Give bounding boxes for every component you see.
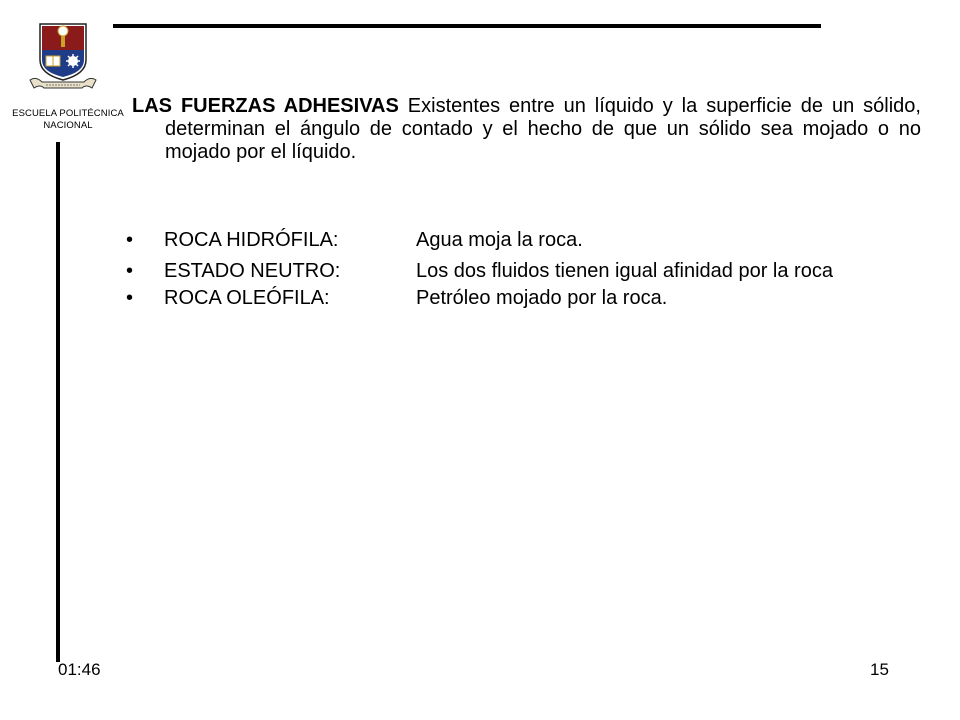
bullet-term: ROCA OLEÓFILA: [164,287,330,309]
bullet-description: Los dos fluidos tienen igual afinidad por la roca [416,260,833,282]
footer-time: 01:46 [58,660,101,679]
intro-paragraph [132,95,921,164]
page-number: 15 [870,660,889,679]
bullet-marker: • [126,229,134,251]
list-item [126,287,888,310]
bullet-term: ESTADO NEUTRO: [164,260,341,282]
university-crest-icon [28,20,98,92]
bullet-marker: • [126,260,134,282]
institution-name [8,108,128,132]
institution-name-line1: ESCUELA POLITÉCNICA [12,108,124,119]
bullet-term: ROCA HIDRÓFILA: [164,229,339,251]
bullet-marker: • [126,287,134,309]
intro-bold-heading: LAS FUERZAS ADHESIVAS [132,95,399,117]
list-item [126,260,888,283]
bullet-description: Agua moja la roca. [416,229,583,251]
intro-text: Existentes entre un líquido y la superficie de un sólido, determinan el ángulo de contado y el hecho de que un sólido sea mojado o no mojado por el líquido. [165,95,921,163]
list-item [126,229,888,252]
institution-name-line2: NACIONAL [43,120,93,131]
bullet-description: Petróleo mojado por la roca. [416,287,668,309]
bullet-list [126,229,888,318]
left-rule [56,142,60,662]
top-rule [113,24,821,28]
